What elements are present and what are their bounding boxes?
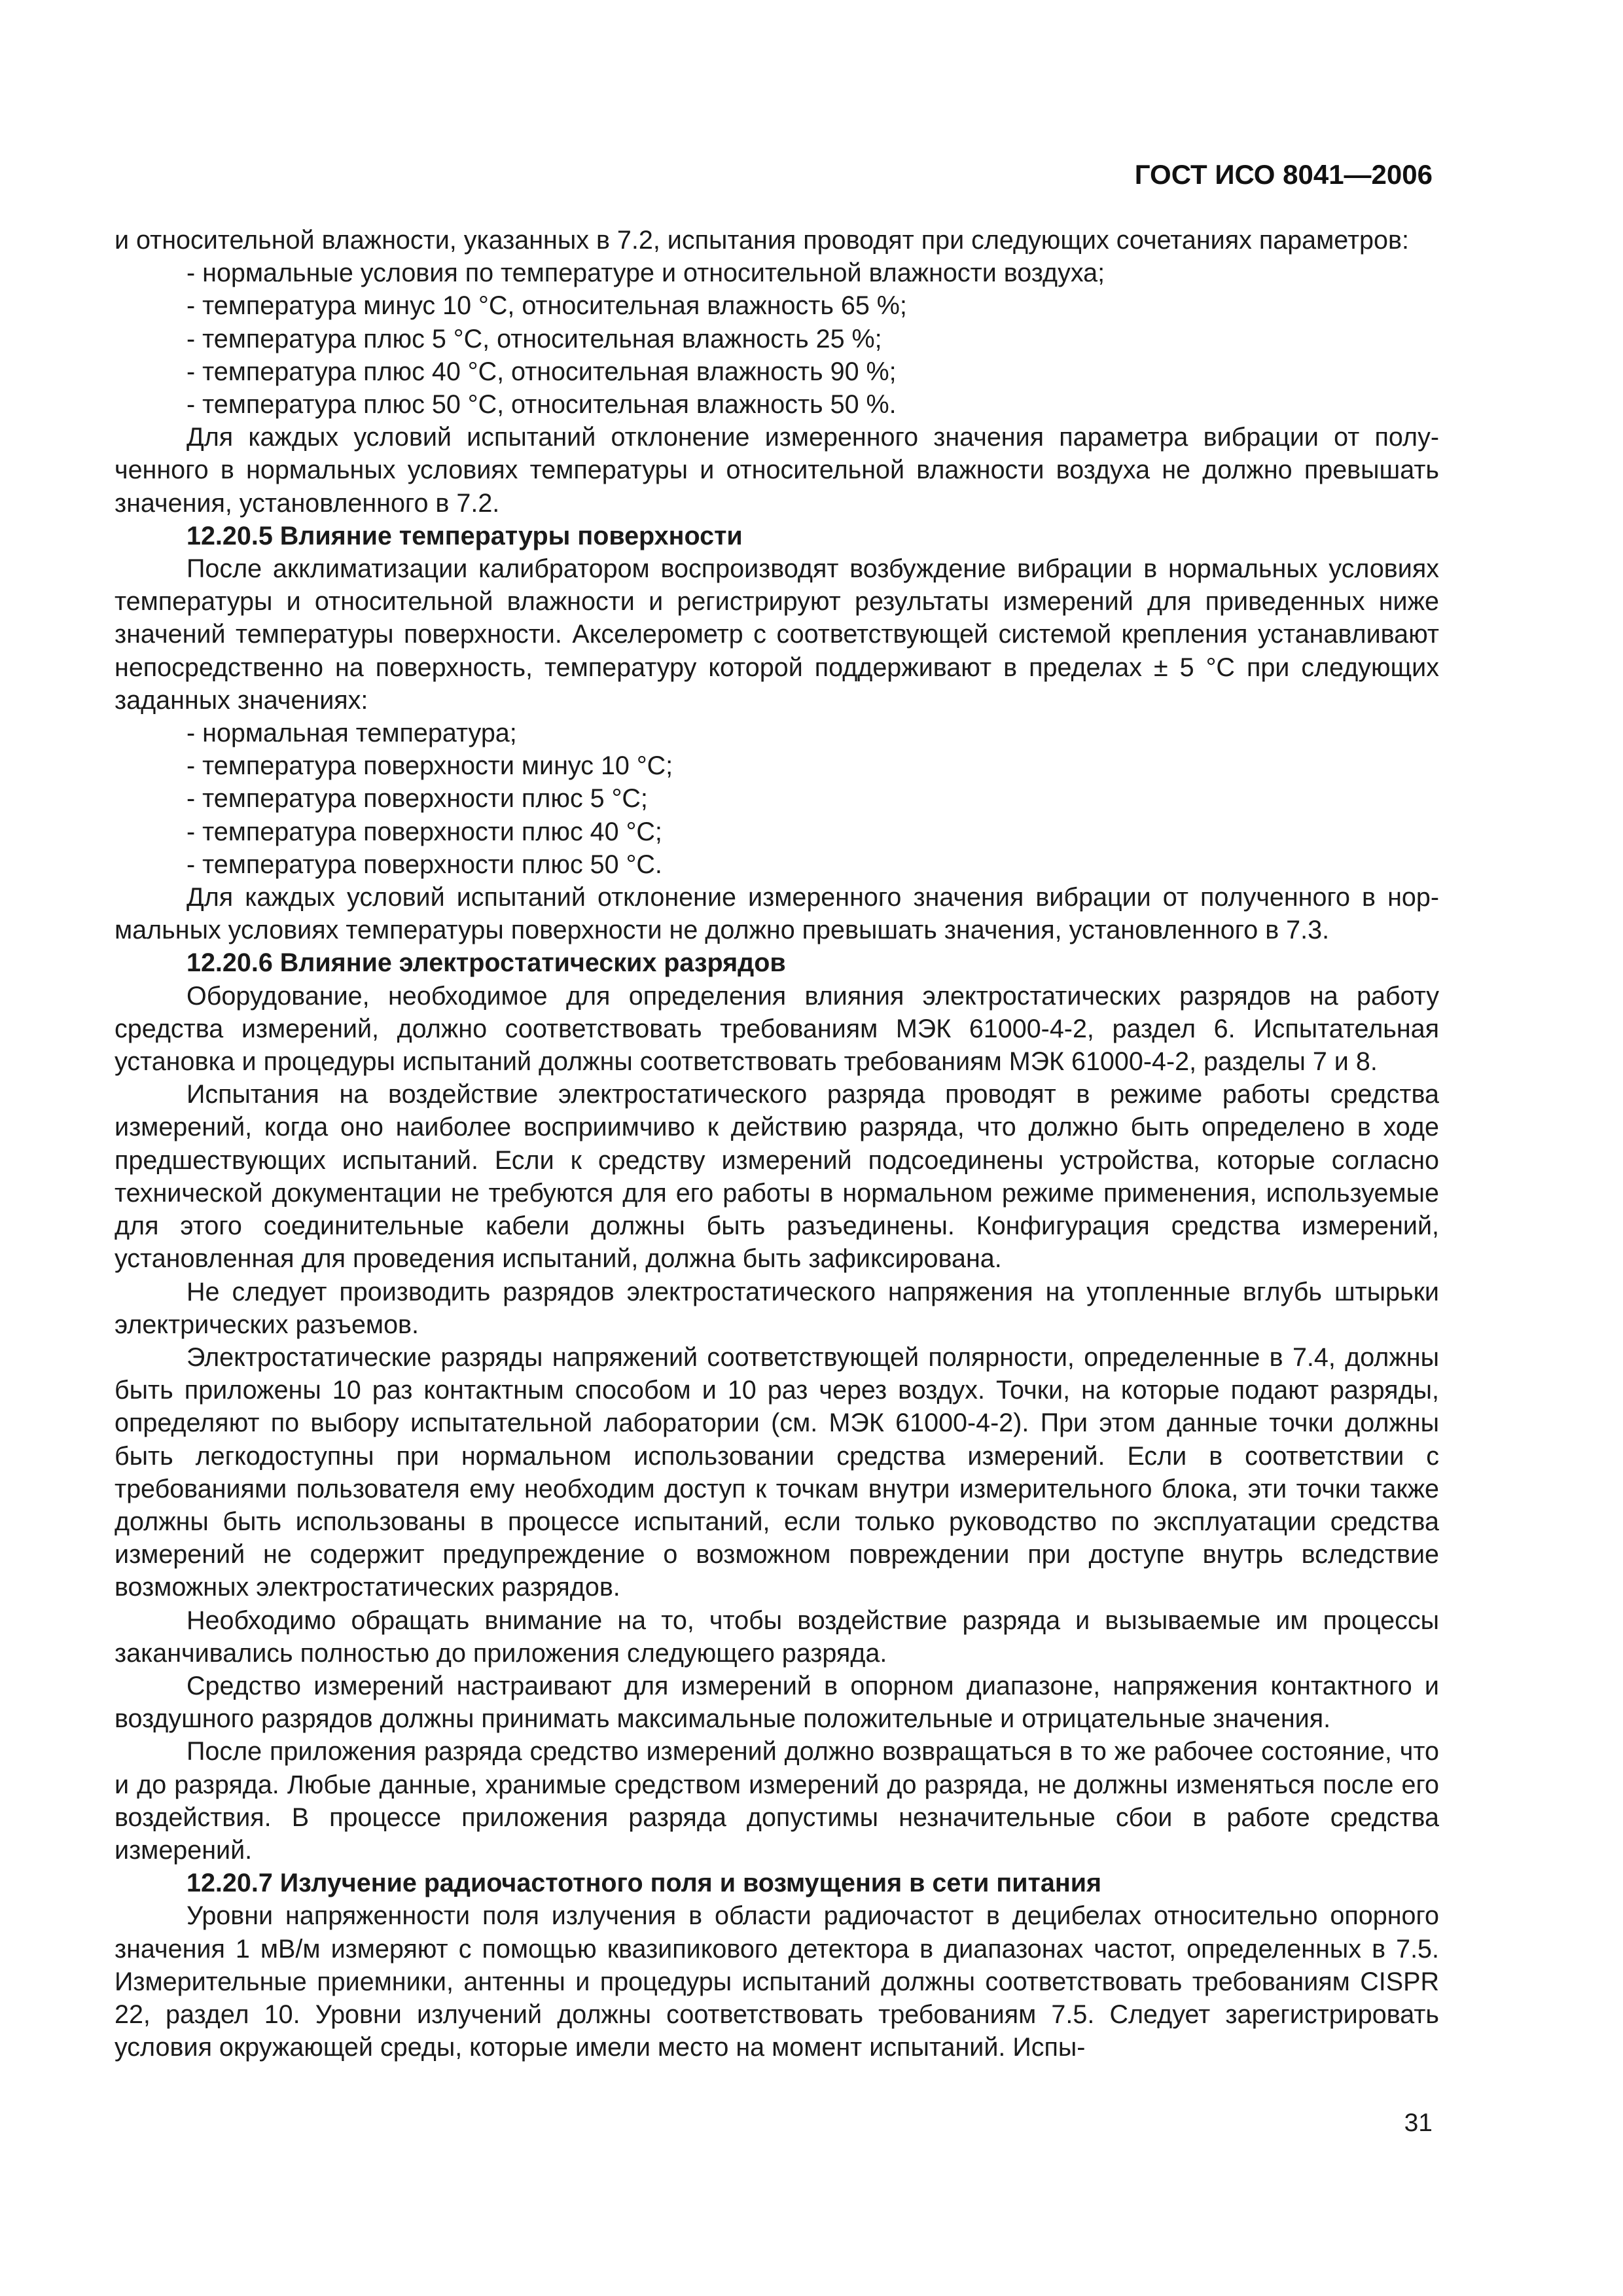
- list-item: - температура поверхности минус 10 °С;: [187, 751, 673, 781]
- paragraph: Уровни напряженности поля излучения в области радиочастот в децибелах относительно опорного значения 1 мВ/м измеряют с помощью квазипикового детектора в диапазонах частот, определенных в 7.5. Измерительные приемники, антенны и процедуры испытаний должны соответствовать требованиям CISPR 22, раздел 10. Уровни излучений должны соответствовать требованиям 7.5. Следует зарегистрировать условия окружающей среды, которые имели место на момент испытаний. Испы-: [115, 1901, 1439, 2062]
- page-number: 31: [1404, 2109, 1433, 2137]
- paragraph: После приложения разряда средство измерений должно возвращаться в то же рабочее состояние, что и до разряда. Любые данные, хранимые средством измерений до разряда, не должны изменяться после его воздействия. В процессе приложения разряда допустимы незначительные сбои в работе средства измерений.: [115, 1737, 1439, 1865]
- list-item: - нормальная температура;: [187, 719, 517, 748]
- paragraph: Электростатические разряды напряжений соответствующей полярности, определенные в 7.4, должны быть приложены 10 раз контактным способом и 10 раз через воздух. Точки, на которые подают разряды, определяют по выбору испытательной лаборатории (см. МЭК 61000-4-2). При этом данные точки должны быть легкодоступны при нормальном использовании средства измерений. Если в соответствии с требованиями пользователя ему необходим доступ к точкам внутри измерительного блока, эти точки также должны быть использованы в процессе испытаний, если только руководство по эксплуатации средства измерений не содержит предупреждение о возможном повреждении при доступе внутрь вследствие возможных электростатических разрядов.: [115, 1342, 1439, 1602]
- paragraph: Для каждых условий испытаний отклонение измеренного значения вибрации от полученного в нормальных условиях температуры поверхности не должно превышать значения, установленного в 7.3.: [115, 883, 1439, 945]
- section-heading-12-20-6: 12.20.6 Влияние электростатических разрядов: [187, 948, 786, 978]
- paragraph-continuation: и относительной влажности, указанных в 7.2, испытания проводят при следующих сочетаниях параметров:: [115, 226, 1409, 255]
- document-header: ГОСТ ИСО 8041—2006: [1134, 159, 1433, 190]
- list-item: - температура плюс 5 °С, относительная влажность 25 %;: [187, 324, 882, 353]
- section-heading-12-20-5: 12.20.5 Влияние температуры поверхности: [187, 521, 743, 550]
- list-item: - температура минус 10 °С, относительная влажность 65 %;: [187, 291, 907, 321]
- paragraph: Средство измерений настраивают для измерений в опорном диапазоне, напряжения контактного и воздушного разрядов должны принимать максимальные положительные и отрицательные значения.: [115, 1671, 1439, 1734]
- section-heading-12-20-7: 12.20.7 Излучение радиочастотного поля и возмущения в сети питания: [187, 1869, 1102, 1898]
- paragraph: После акклиматизации калибратором воспроизводят возбуждение вибрации в нормальных условиях температуры и относительной влажности и регистрируют результаты измерений для приведенных ниже значений температуры поверхности. Акселерометр с соответствующей системой крепления устанавливают непосредственно на поверхность, температуру которой поддерживают в пределах ± 5 °С при следующих заданных значениях:: [115, 554, 1439, 715]
- list-item: - температура поверхности плюс 5 °С;: [187, 784, 648, 814]
- paragraph: Для каждых условий испытаний отклонение измеренного значения параметра вибрации от полученного в нормальных условиях температуры и относительной влажности воздуха не должно превышать значения, установленного в 7.2.: [115, 423, 1439, 518]
- paragraph: Испытания на воздействие электростатического разряда проводят в режиме работы средства измерений, когда оно наиболее восприимчиво к действию разряда, что должно быть определено в ходе предшествующих испытаний. Если к средству измерений подсоединены устройства, которые согласно технической документации не требуются для его работы в нормальном режиме применения, используемые для этого соединительные кабели должны быть разъединены. Конфигурация средства измерений, установленная для проведения испытаний, должна быть зафиксирована.: [115, 1080, 1439, 1274]
- list-item: - нормальные условия по температуре и относительной влажности воздуха;: [187, 259, 1105, 288]
- list-item: - температура поверхности плюс 50 °С.: [187, 850, 662, 879]
- paragraph: Необходимо обращать внимание на то, чтобы воздействие разряда и вызываемые им процессы заканчивались полностью до приложения следующего разряда.: [115, 1605, 1439, 1668]
- paragraph: Не следует производить разрядов электростатического напряжения на утопленные вглубь штырьки электрических разъемов.: [115, 1277, 1439, 1339]
- list-item: - температура поверхности плюс 40 °С;: [187, 817, 662, 846]
- list-item: - температура плюс 50 °С, относительная влажность 50 %.: [187, 390, 897, 420]
- paragraph: Оборудование, необходимое для определения влияния электростатических разрядов на работу средства измерений, должно соответствовать требованиям МЭК 61000-4-2, раздел 6. Испытательная установка и процедуры испытаний должны соответствовать требованиям МЭК 61000-4-2, разделы 7 и 8.: [115, 981, 1439, 1077]
- body-text: [115, 224, 1439, 2064]
- list-item: - температура плюс 40 °С, относительная влажность 90 %;: [187, 357, 897, 386]
